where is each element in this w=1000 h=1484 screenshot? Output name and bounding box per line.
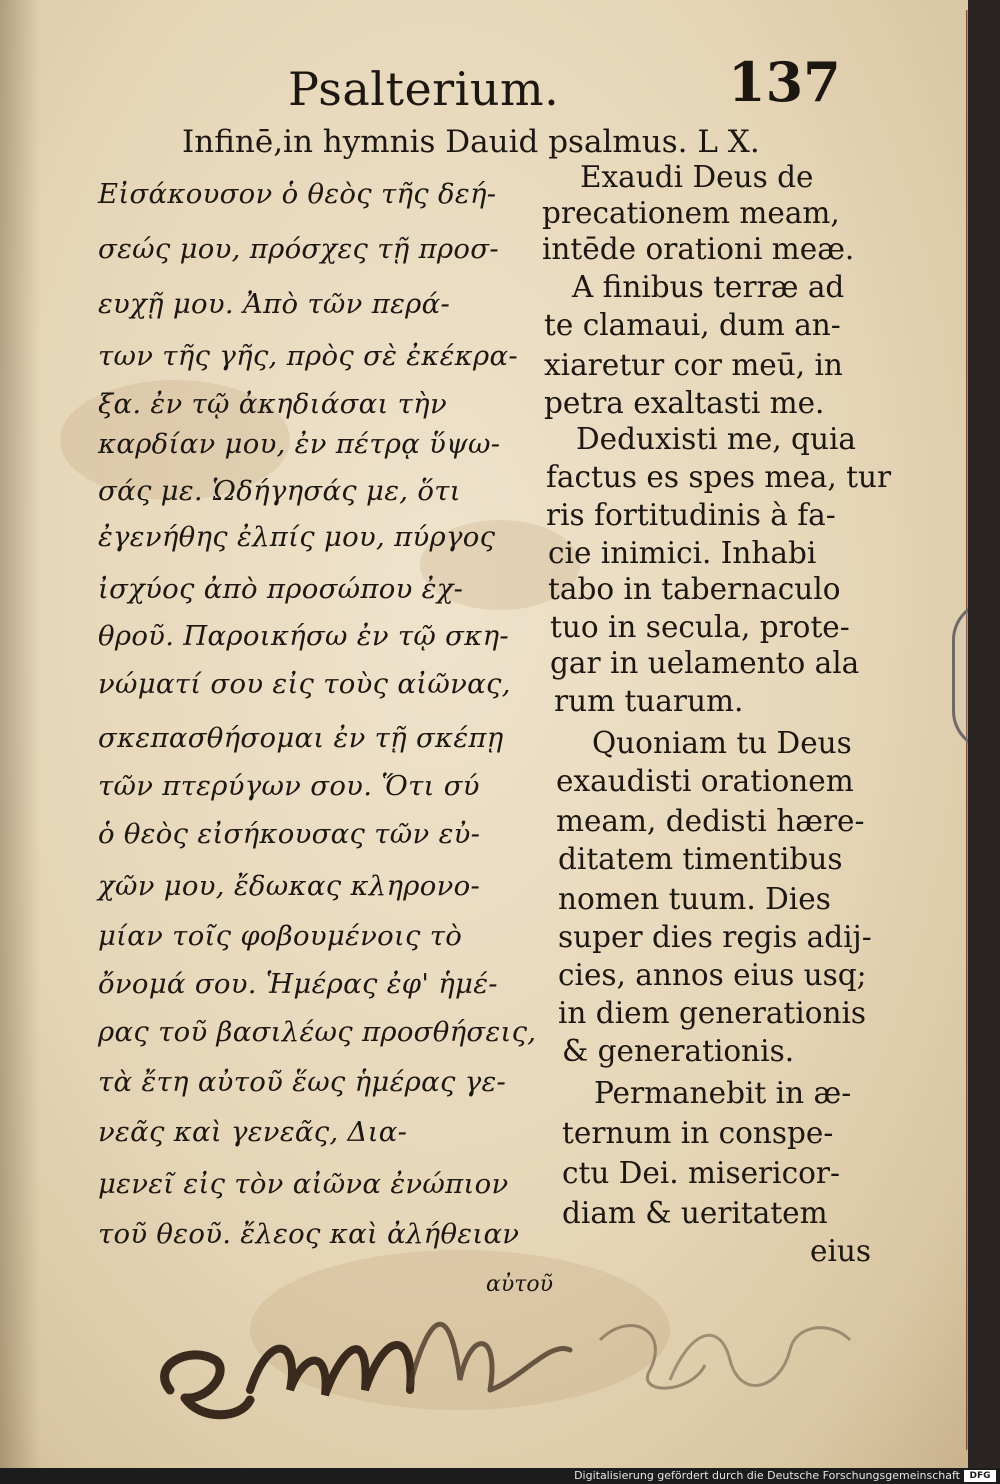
- greek-line: ρας τοῦ βασιλέως προσθήσεις,: [98, 1016, 537, 1048]
- latin-line: gar in uelamento ala: [550, 646, 860, 680]
- greek-line: μενεῖ εἰς τὸν αἰῶνα ἐνώπιον: [98, 1168, 509, 1200]
- latin-line: A finibus terræ ad: [572, 270, 845, 304]
- greek-line: τῶν πτερύγων σου. Ὅτι σύ: [98, 770, 480, 802]
- page-number: 137: [728, 50, 841, 114]
- latin-line: in diem generationis: [558, 996, 867, 1030]
- latin-line: xiaretur cor meū, in: [544, 348, 843, 382]
- latin-line: ris fortitudinis à fa-: [546, 498, 836, 532]
- latin-line: diam & ueritatem: [562, 1196, 828, 1230]
- greek-line: των τῆς γῆς, πρὸς σὲ ἐκέκρα-: [98, 340, 518, 372]
- greek-line: σεώς μου, πρόσχες τῇ προσ-: [98, 233, 499, 265]
- latin-line: nomen tuum. Dies: [558, 882, 831, 916]
- latin-line: precationem meam,: [542, 196, 840, 230]
- greek-line: ὄνομά σου. Ἡμέρας ἐφ' ἡμέ-: [98, 968, 498, 1000]
- book-clip: [952, 600, 968, 751]
- dfg-logo: DFG: [964, 1470, 996, 1482]
- latin-line: rum tuarum.: [554, 684, 744, 718]
- greek-line: νώματί σου εἰς τοὺς αἰῶνας,: [98, 668, 511, 700]
- latin-line: petra exaltasti me.: [544, 386, 825, 420]
- latin-line: Permanebit in æ-: [594, 1076, 852, 1110]
- running-title: Psalterium.: [288, 62, 560, 116]
- latin-line: factus es spes mea, tur: [546, 460, 892, 494]
- latin-line: super dies regis adij-: [558, 920, 872, 954]
- greek-line: χῶν μου, ἔδωκας κληρονο-: [98, 870, 481, 902]
- greek-line: τὰ ἔτη αὐτοῦ ἕως ἡμέρας γε-: [98, 1066, 507, 1098]
- latin-line: meam, dedisti hære-: [556, 804, 865, 838]
- latin-line: Deduxisti me, quia: [576, 422, 856, 456]
- latin-line: tabo in tabernaculo: [548, 572, 841, 606]
- latin-line: & generationis.: [562, 1034, 795, 1068]
- latin-line: cie inimici. Inhabi: [548, 536, 817, 570]
- latin-line: te clamaui, dum an-: [544, 308, 841, 342]
- greek-line: ξα. ἐν τῷ ἀκηδιάσαι τὴν: [98, 388, 447, 420]
- greek-line: Εἰσάκουσον ὁ θεὸς τῆς δεή-: [98, 178, 497, 210]
- greek-line: καρδίαν μου, ἐν πέτρᾳ ὕψω-: [98, 428, 501, 460]
- latin-line: exaudisti orationem: [556, 764, 854, 798]
- latin-line: eius: [810, 1234, 872, 1268]
- footer-bar: [0, 1468, 1000, 1484]
- latin-line: ditatem timentibus: [558, 842, 843, 876]
- latin-line: Quoniam tu Deus: [592, 726, 852, 760]
- latin-line: cies, annos eius usq;: [558, 958, 867, 992]
- greek-line: ἐγενήθης ἐλπίς μου, πύργος: [98, 521, 496, 553]
- greek-line: τοῦ θεοῦ. ἔλεος καὶ ἀλήθειαν: [98, 1218, 520, 1250]
- latin-line: intēde orationi meæ.: [542, 232, 855, 266]
- greek-line: νεᾶς καὶ γενεᾶς, Δια-: [98, 1116, 408, 1148]
- latin-line: tuo in secula, prote-: [550, 610, 850, 644]
- greek-line: θροῦ. Παροικήσω ἐν τῷ σκη-: [98, 620, 509, 652]
- greek-line: ευχῇ μου. Ἀπὸ τῶν περά-: [98, 288, 451, 320]
- marginal-scribble: [130, 1270, 910, 1440]
- greek-line: μίαν τοῖς φοβουμένοις τὸ: [98, 920, 463, 952]
- greek-line: σάς με. Ὡδήγησάς με, ὅτι: [98, 475, 461, 507]
- greek-line: ὁ θεὸς εἰσήκουσας τῶν εὐ-: [98, 818, 481, 850]
- psalm-heading: Infinē,in hymnis Dauid psalmus. L X.: [182, 124, 760, 160]
- gutter-shadow: [0, 0, 40, 1468]
- latin-line: Exaudi Deus de: [580, 160, 814, 194]
- greek-line: σκεπασθήσομαι ἐν τῇ σκέπῃ: [98, 722, 504, 754]
- greek-line: ἰσχύος ἀπὸ προσώπου ἐχ-: [98, 573, 464, 605]
- funding-credit: Digitalisierung gefördert durch die Deutsche Forschungsgemeinschaft: [574, 1469, 960, 1482]
- latin-line: ternum in conspe-: [562, 1116, 834, 1150]
- catchword: αὐτοῦ: [486, 1272, 554, 1297]
- latin-line: ctu Dei. misericor-: [562, 1156, 840, 1190]
